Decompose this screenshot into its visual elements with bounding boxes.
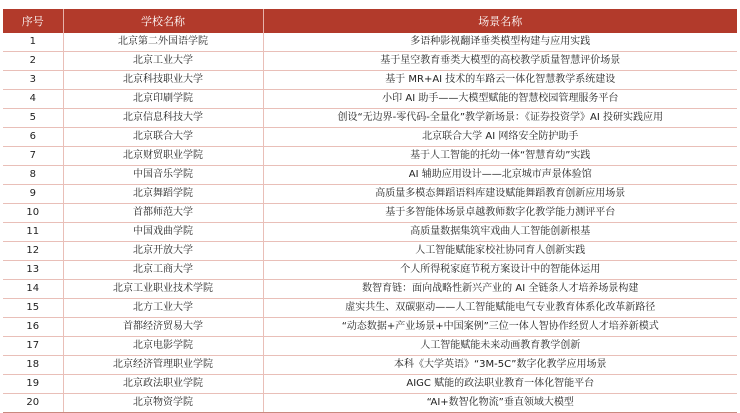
school-name: 北京信息科技大学	[63, 109, 263, 128]
row-index: 13	[3, 261, 63, 280]
scene-name: 基于星空教育垂类大模型的高校教学质量智慧评价场景	[263, 52, 737, 71]
table-row	[3, 204, 737, 223]
table-row	[3, 261, 737, 280]
header-school-name: 学校名称	[63, 9, 263, 33]
scene-name: 创设“无边界-零代码-全量化”教学新场景：《证券投资学》AI 投研实践应用	[263, 109, 737, 128]
row-index: 17	[3, 337, 63, 356]
row-index: 9	[3, 185, 63, 204]
table-row	[3, 375, 737, 394]
header-index: 序号	[3, 9, 63, 33]
school-name: 北方工业大学	[63, 299, 263, 318]
row-index: 4	[3, 90, 63, 109]
row-index: 12	[3, 242, 63, 261]
table-row	[3, 299, 737, 318]
table-header	[3, 9, 737, 33]
row-index: 3	[3, 71, 63, 90]
table-row	[3, 109, 737, 128]
school-name: 北京经济管理职业学院	[63, 356, 263, 375]
school-name: 中国音乐学院	[63, 166, 263, 185]
scene-name: AIGC 赋能的政法职业教育一体化智能平台	[263, 375, 737, 394]
row-index: 18	[3, 356, 63, 375]
row-index: 11	[3, 223, 63, 242]
scene-name: 本科《大学英语》“3M-5C”数字化教学应用场景	[263, 356, 737, 375]
row-index: 16	[3, 318, 63, 337]
header-row	[3, 9, 737, 33]
school-name: 北京政法职业学院	[63, 375, 263, 394]
table-row	[3, 128, 737, 147]
school-name: 北京工业大学	[63, 52, 263, 71]
table-row	[3, 394, 737, 413]
table-body	[3, 33, 737, 413]
table-row	[3, 71, 737, 90]
school-name: 北京财贸职业学院	[63, 147, 263, 166]
table-row	[3, 242, 737, 261]
table-row	[3, 223, 737, 242]
row-index: 2	[3, 52, 63, 71]
school-name: 北京开放大学	[63, 242, 263, 261]
scene-name: 北京联合大学 AI 网络安全防护助手	[263, 128, 737, 147]
scene-name: 小印 AI 助手——大模型赋能的智慧校园管理服务平台	[263, 90, 737, 109]
school-name: 首都经济贸易大学	[63, 318, 263, 337]
table-row	[3, 356, 737, 375]
scene-name: 基于多智能体场景卓越教师数字化教学能力测评平台	[263, 204, 737, 223]
scene-name: 虚实共生、双碳驱动——人工智能赋能电气专业教育体系化改革新路径	[263, 299, 737, 318]
school-name: 北京电影学院	[63, 337, 263, 356]
scene-name: 高质量数据集筑牢戏曲人工智能创新根基	[263, 223, 737, 242]
table-row	[3, 337, 737, 356]
school-name: 北京第二外国语学院	[63, 33, 263, 52]
school-name: 北京印刷学院	[63, 90, 263, 109]
header-scene-name: 场景名称	[263, 9, 737, 33]
row-index: 20	[3, 394, 63, 413]
scene-name: AI 辅助应用设计——北京城市声景体验馆	[263, 166, 737, 185]
school-name: 北京物资学院	[63, 394, 263, 413]
school-name: 北京工商大学	[63, 261, 263, 280]
table-row	[3, 90, 737, 109]
scene-name: 多语种影视翻译垂类模型构建与应用实践	[263, 33, 737, 52]
row-index: 5	[3, 109, 63, 128]
row-index: 10	[3, 204, 63, 223]
school-name: 首都师范大学	[63, 204, 263, 223]
table-row	[3, 147, 737, 166]
row-index: 14	[3, 280, 63, 299]
row-index: 7	[3, 147, 63, 166]
row-index: 6	[3, 128, 63, 147]
table-row	[3, 33, 737, 52]
row-index: 19	[3, 375, 63, 394]
table-row	[3, 318, 737, 337]
row-index: 1	[3, 33, 63, 52]
scene-name: 人工智能赋能未来动画教育教学创新	[263, 337, 737, 356]
scene-name: “动态数据+产业场景+中国案例”三位一体人智协作经贸人才培养新模式	[263, 318, 737, 337]
school-name: 北京舞蹈学院	[63, 185, 263, 204]
school-name: 中国戏曲学院	[63, 223, 263, 242]
scene-name: 基于 MR+AI 技术的车路云一体化智慧教学系统建设	[263, 71, 737, 90]
scene-name: “AI+数智化物流”垂直领域大模型	[263, 394, 737, 413]
school-name: 北京工业职业技术学院	[63, 280, 263, 299]
scene-name: 人工智能赋能家校社协同育人创新实践	[263, 242, 737, 261]
school-name: 北京联合大学	[63, 128, 263, 147]
table-row	[3, 280, 737, 299]
school-scene-table	[3, 9, 737, 413]
scene-name: 高质量多模态舞蹈语料库建设赋能舞蹈教育创新应用场景	[263, 185, 737, 204]
scene-name: 基于人工智能的托幼一体“智慧育幼”实践	[263, 147, 737, 166]
table-row	[3, 185, 737, 204]
school-name: 北京科技职业大学	[63, 71, 263, 90]
scene-name: 数智育链：面向战略性新兴产业的 AI 全链条人才培养场景构建	[263, 280, 737, 299]
row-index: 8	[3, 166, 63, 185]
row-index: 15	[3, 299, 63, 318]
scene-name: 个人所得税家庭节税方案设计中的智能体运用	[263, 261, 737, 280]
table-row	[3, 52, 737, 71]
table-row	[3, 166, 737, 185]
